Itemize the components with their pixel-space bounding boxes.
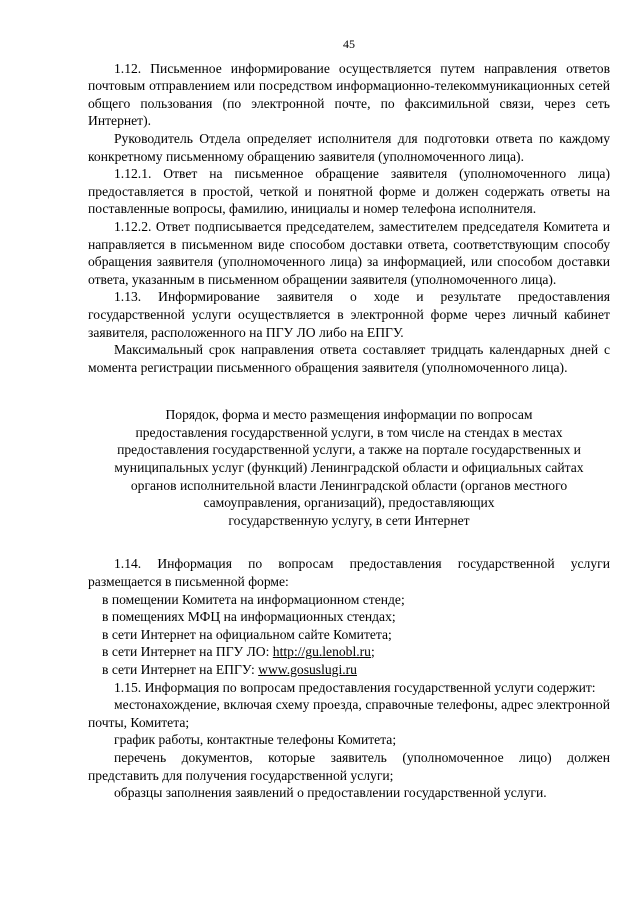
heading-line: Порядок, форма и место размещения информации по вопросам [165, 407, 533, 423]
document-page [88, 36, 610, 802]
list-item-epgu [88, 661, 610, 679]
paragraph-1-12-2: 1.12.2. Ответ подписывается председателем, заместителем председателя Комитета и направляется в письменном виде способом доставки ответа, соответствующим способу обращения заявителя (уполномоченного лица) за информацией, или способом доставки ответа, указанным в письменном обращении заявителя (уполномоченного лица). [88, 218, 610, 287]
list-item-pgu [88, 643, 610, 661]
paragraph-documents: перечень документов, которые заявитель (уполномоченное лицо) должен представить для получения государственной услуги; [88, 749, 610, 783]
paragraph-1-15: 1.15. Информация по вопросам предоставления государственной услуги содержит: [114, 679, 596, 695]
paragraph-1-14: 1.14. Информация по вопросам предоставления государственной услуги размещается в письменной форме: [88, 556, 610, 590]
list-item: в помещениях МФЦ на информационных стендах; [102, 609, 396, 625]
heading-line: предоставления государственной услуги, в том числе на стендах в местах [135, 424, 563, 440]
paragraph-1-13: 1.13. Информирование заявителя о ходе и результате предоставления государственной услуги осуществляется в электронной форме через личный кабинет заявителя, расположенного на ПГУ ЛО либо на ЕПГУ. [88, 289, 610, 340]
paragraph-head-of-department: Руководитель Отдела определяет исполнителя для подготовки ответа по каждому конкретному письменному обращению заявителя (уполномоченного лица). [88, 130, 610, 164]
section-heading [88, 406, 610, 529]
pgu-prefix: в сети Интернет на ПГУ ЛО: [102, 644, 273, 660]
paragraph-samples: образцы заполнения заявлений о предоставлении государственной услуги. [114, 785, 547, 801]
list-item: в сети Интернет на официальном сайте Комитета; [102, 626, 392, 642]
pgu-link[interactable]: http://gu.lenobl.ru [272, 644, 371, 660]
epgu-prefix: в сети Интернет на ЕПГУ: [102, 662, 259, 677]
paragraph-1-12: 1.12. Письменное информирование осуществляется путем направления ответов почтовым отправлением или посредством информационно-телекоммуникационных сетей общего пользования (по электронной почте, по факсимильной связи, через сеть Интернет). [88, 60, 610, 129]
heading-line: органов исполнительной власти Ленинградской области (органов местного [130, 477, 568, 493]
pgu-suffix: ; [370, 644, 375, 660]
heading-line: муниципальных услуг (функций) Ленинградской области и официальных сайтах [114, 460, 584, 476]
paragraph-schedule: график работы, контактные телефоны Комитета; [114, 732, 397, 748]
heading-line: государственную услугу, в сети Интернет [228, 512, 470, 528]
paragraph-location: местонахождение, включая схему проезда, справочные телефоны, адрес электронной почты, Комитета; [88, 697, 610, 730]
paragraph-1-12-1: 1.12.1. Ответ на письменное обращение заявителя (уполномоченного лица) предоставляется в простой, четкой и понятной форме и должен содержать ответы на поставленные вопросы, фамилию, инициалы и номер телефона исполнителя. [88, 166, 610, 217]
heading-line: предоставления государственной услуги, а также на портале государственных и [117, 442, 581, 458]
page-number: 45 [343, 37, 355, 51]
paragraph-max-term: Максимальный срок направления ответа составляет тридцать календарных дней с момента регистрации письменного обращения заявителя (уполномоченного лица). [88, 342, 610, 375]
list-item: в помещении Комитета на информационном стенде; [102, 591, 405, 607]
epgu-link[interactable]: www.gosuslugi.ru [258, 662, 357, 677]
heading-line: самоуправления, организаций), предоставляющих [203, 495, 495, 511]
